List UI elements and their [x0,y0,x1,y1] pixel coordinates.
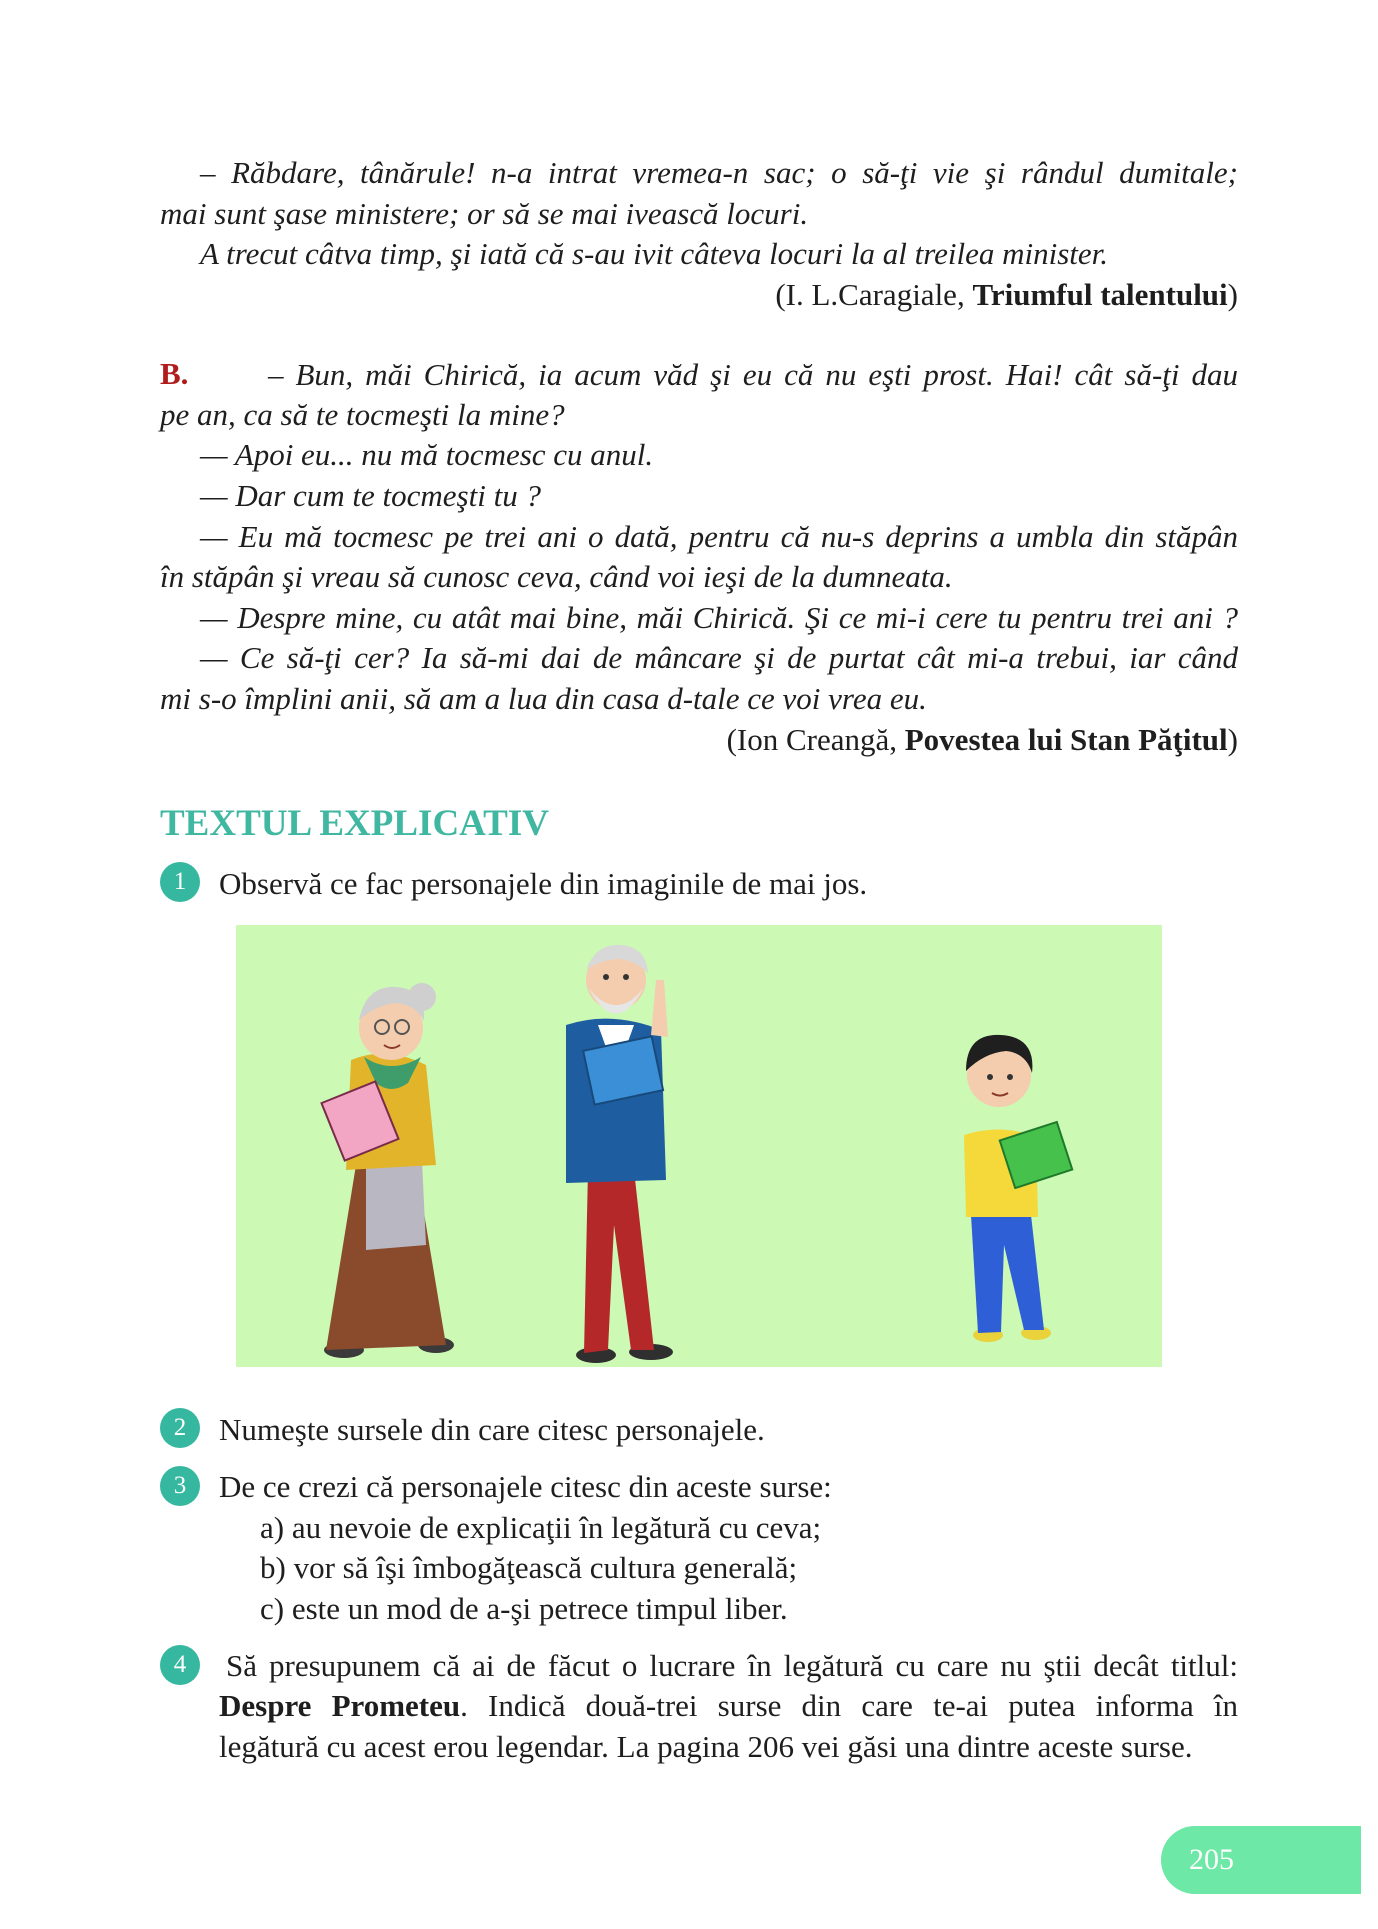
excerpt-b-line-2: pe an, ca să te tocmeşti la mine? [160,397,565,432]
exercise-3-option-a: a) au nevoie de explicaţii în legătură cu ceva; [260,1510,822,1545]
exercise-3-option-b: b) vor să îşi îmbogăţească cultura generală; [260,1550,798,1585]
exercise-4-line-2-rest: . Indică două-trei surse din care te-ai putea informa în [460,1688,1238,1723]
excerpt-a-line-1: – Răbdare, tânărule! n-a intrat vremea-n sac; o să-ţi vie şi rândul dumitale; [200,155,1238,190]
exercise-3-badge: 3 [160,1466,200,1506]
excerpt-b-label: B. [160,356,189,391]
section-heading: TEXTUL EXPLICATIV [160,803,549,844]
excerpt-b-source [727,720,1238,760]
source-title: Triumful talentului [972,277,1228,312]
exercise-4-line-3: legătură cu acest erou legendar. La pagina 206 vei găsi una dintre aceste surse. [219,1729,1193,1764]
page-number: 205 [1161,1826,1361,1894]
source-title: Povestea lui Stan Păţitul [904,722,1228,757]
exercise-2-text: Numeşte sursele din care citesc personajele. [219,1412,765,1447]
exercise-3-option-c: c) este un mod de a-şi petrece timpul liber. [260,1591,788,1626]
excerpt-b-line-4: — Dar cum te tocmeşti tu ? [200,478,541,513]
excerpt-b-line-5: — Eu mă tocmesc pe trei ani o dată, pentru că nu-s deprins a umbla din stăpân [200,519,1238,554]
exercise-4-line-1: Să presupunem că ai de făcut o lucrare în legătură cu care nu ştii decât titlul: [226,1648,1238,1683]
source-prefix: (I. L.Caragiale, [775,277,973,312]
excerpt-b-line-9: mi s-o împlini anii, să am a lua din casa d-tale ce voi vrea eu. [160,681,927,716]
exercise-2-badge: 2 [160,1408,200,1448]
exercise-3-text: De ce crezi că personajele citesc din aceste surse: [219,1469,832,1504]
exercise-1-badge: 1 [160,862,200,902]
reading-characters-illustration [236,925,1162,1367]
exercise-1-text: Observă ce fac personajele din imaginile de mai jos. [219,866,868,901]
lesson-title: Despre Prometeu [219,1688,461,1723]
excerpt-b-line-3: — Apoi eu... nu mă tocmesc cu anul. [200,437,654,472]
grandmother-figure [321,983,454,1358]
source-suffix: ) [1227,277,1238,312]
excerpt-a-line-3: A trecut câtva timp, şi iată că s-au ivit câteva locuri la al treilea minister. [200,236,1109,271]
old-man-figure [566,945,673,1363]
excerpt-b-line-6: în stăpân şi vreau să cunosc ceva, când voi ieşi de la dumneata. [160,559,953,594]
exercise-4-badge: 4 [160,1645,200,1685]
excerpt-b-line-1: – Bun, măi Chirică, ia acum văd şi eu că nu eşti prost. Hai! cât să-ţi dau [268,357,1238,392]
boy-figure [964,1035,1072,1342]
source-prefix: (Ion Creangă, [726,722,905,757]
source-suffix: ) [1227,722,1238,757]
excerpt-b-line-7: — Despre mine, cu atât mai bine, măi Chirică. Şi ce mi-i cere tu pentru trei ani ? [200,600,1238,635]
excerpt-a-source [775,275,1238,315]
excerpt-b-line-8: — Ce să-ţi cer? Ia să-mi dai de mâncare şi de purtat cât mi-a trebui, iar când [200,640,1238,675]
excerpt-a-line-2: mai sunt şase ministere; or să se mai ivească locuri. [160,196,809,231]
exercise-4-line-2 [219,1686,1238,1726]
